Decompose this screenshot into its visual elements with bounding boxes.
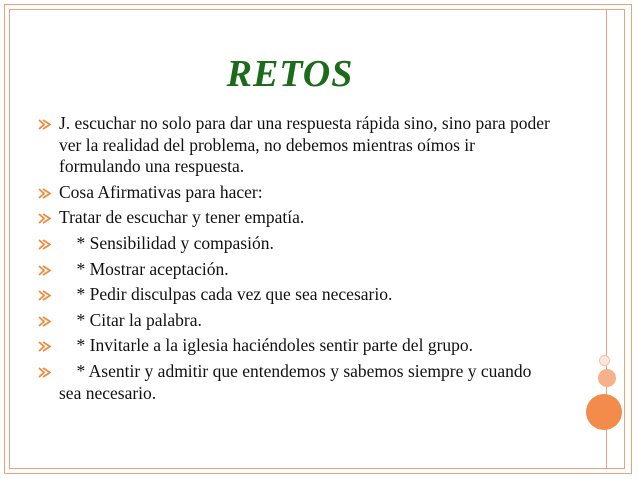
arrow-bullet-icon [38, 341, 51, 352]
bullet-text: * Invitarle a la iglesia haciéndoles sentir parte del grupo. [59, 335, 474, 356]
bullet-item [38, 284, 558, 306]
bullet-item [38, 259, 558, 281]
arrow-bullet-icon [38, 367, 51, 378]
bullet-item [38, 182, 558, 204]
bullet-text: Tratar de escuchar y tener empatía. [59, 207, 305, 228]
bullet-text: * Citar la palabra. [59, 309, 202, 330]
arrow-bullet-icon [38, 265, 51, 276]
bullet-list [38, 113, 558, 408]
bullet-item [38, 233, 558, 255]
arrow-bullet-icon [38, 316, 51, 327]
bullet-text: * Sensibilidad y compasión. [59, 232, 274, 253]
decor-circle-medium [598, 369, 616, 387]
bullet-text: * Mostrar aceptación. [59, 258, 229, 279]
bullet-item [38, 207, 558, 229]
arrow-bullet-icon [38, 119, 51, 130]
bullet-item [38, 335, 558, 357]
slide-title: RETOS [226, 53, 354, 95]
bullet-text: Cosa Afirmativas para hacer: [59, 181, 263, 202]
bullet-item [38, 113, 558, 178]
bullet-text: * Pedir disculpas cada vez que sea necesario. [59, 284, 393, 305]
decor-circle-large [586, 394, 622, 430]
bullet-text: J. escuchar no solo para dar una respuesta rápida sino, sino para poder ver la realidad del problema, no debemos mientras oímos ir formulando una respuesta. [59, 113, 555, 177]
arrow-bullet-icon [38, 290, 51, 301]
arrow-bullet-icon [38, 188, 51, 199]
arrow-bullet-icon [38, 213, 51, 224]
decor-circle-small [599, 355, 610, 366]
bullet-item [38, 361, 558, 404]
arrow-bullet-icon [38, 239, 51, 250]
bullet-item [38, 310, 558, 332]
bullet-text: * Asentir y admitir que entendemos y sabemos siempre y cuando sea necesario. [59, 360, 536, 403]
